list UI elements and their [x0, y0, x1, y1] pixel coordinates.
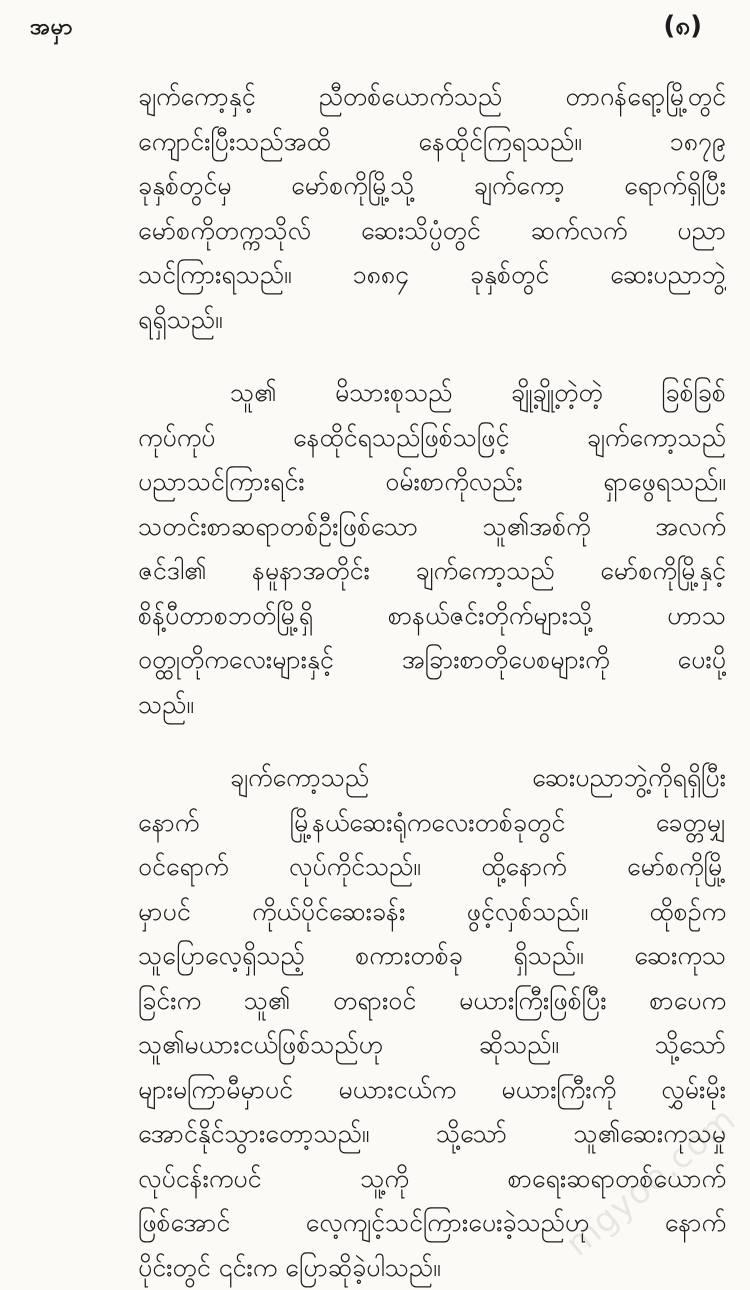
text-line: သင်ကြားရသည်။ ၁၈၈၄ ခုနှစ်တွင် ဆေးပညာဘွဲ့ — [138, 253, 726, 298]
watermark: mgyoe.com — [558, 1099, 744, 1264]
text-line: မော်စကိုတက္ကသိုလ် ဆေးသိပ္ပံတွင် ဆက်လက် ပညာ — [138, 209, 726, 254]
text-line: ချက်ကော့သည် ဆေးပညာဘွဲ့ကိုရရှိပြီး — [138, 756, 726, 801]
text-line: သူ၏မယားငယ်ဖြစ်သည်ဟု ဆိုသည်။ သို့သော် — [138, 1023, 726, 1068]
text-line: အောင်နိုင်သွားတော့သည်။ သို့သော် သူ၏ဆေးကုသမှု — [138, 1112, 726, 1157]
text-line: ဖြစ်အောင် လေ့ကျင့်သင်ကြားပေးခဲ့သည်ဟု နောက် — [138, 1201, 726, 1246]
body-text — [138, 75, 726, 1290]
text-line: ဝတ္ထုတိုကလေးများနှင့် အခြားစာတိုပေစများကို ပေးပို့ — [138, 638, 726, 683]
text-line: ပိုင်းတွင် ၎င်းက ပြောဆိုခဲ့ပါသည်။ — [138, 1246, 726, 1290]
text-line: ချက်ကော့နှင့် ညီတစ်ယောက်သည် တာဂန်ရော့မြို့တွင် — [138, 75, 726, 120]
text-line: နောက် မြို့နယ်ဆေးရုံကလေးတစ်ခုတွင် ခေတ္တမျှ — [138, 801, 726, 846]
text-line: ပညာသင်ကြားရင်း ဝမ်းစာကိုလည်း ရှာဖွေရသည်။ — [138, 460, 726, 505]
text-line: သတင်းစာဆရာတစ်ဦးဖြစ်သော သူ၏အစ်ကို အလက် — [138, 505, 726, 550]
text-line: မှာပင် ကိုယ်ပိုင်ဆေးခန်း ဖွင့်လှစ်သည်။ ထိုစဉ်က — [138, 890, 726, 935]
text-line: ကျောင်းပြီးသည်အထိ နေထိုင်ကြရသည်။ ၁၈၇၉ — [138, 120, 726, 165]
page-number: (၈) — [663, 8, 702, 47]
paragraph-1 — [138, 75, 726, 342]
text-line: သူပြောလေ့ရှိသည့် စကားတစ်ခု ရှိသည်။ ဆေးကုသ — [138, 934, 726, 979]
text-line: ခြင်းက သူ၏ တရားဝင် မယားကြီးဖြစ်ပြီး စာပေက — [138, 979, 726, 1024]
paragraph-2 — [138, 371, 726, 727]
text-line: ဇင်ဒါ၏ နမူနာအတိုင်း ချက်ကော့သည် မော်စကိုမြို့နှင့် — [138, 549, 726, 594]
text-line: လုပ်ငန်းကပင် သူ့ကို စာရေးဆရာတစ်ယောက် — [138, 1157, 726, 1202]
text-line: များမကြာမီမှာပင် မယားငယ်က မယားကြီးကို လွှမ်းမိုး — [138, 1068, 726, 1113]
text-line: ခုနှစ်တွင်မှ မော်စကိုမြို့သို့ ချက်ကော့ ရောက်ရှိပြီး — [138, 164, 726, 209]
running-header: အမှာ — [30, 12, 73, 45]
text-line: သူ၏ မိသားစုသည် ချို့ချို့တဲ့တဲ့ ခြစ်ခြစ် — [138, 371, 726, 416]
text-line: ဝင်ရောက် လုပ်ကိုင်သည်။ ထို့နောက် မော်စကိုမြို့ — [138, 845, 726, 890]
text-line: စိန့်ပီတာစဘတ်မြို့ရှိ စာနယ်ဇင်းတိုက်များသို့ ဟာသ — [138, 594, 726, 639]
text-line: ကုပ်ကုပ် နေထိုင်ရသည်ဖြစ်သဖြင့် ချက်ကော့သည် — [138, 416, 726, 461]
text-line: သည်။ — [138, 683, 726, 728]
text-line: ရရှိသည်။ — [138, 298, 726, 343]
